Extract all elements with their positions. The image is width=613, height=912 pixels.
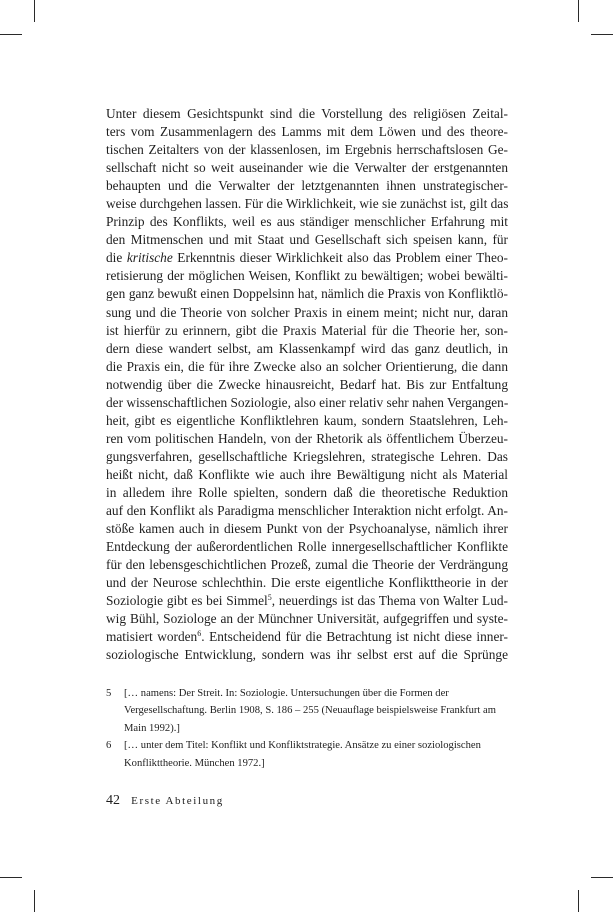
body-line: sung und die Theorie von solcher Praxis in einem meint; nicht nur, daran (106, 304, 508, 320)
footnote-text: [… unter dem Titel: Konflikt und Konfliktstrategie. Ansätze zu einer soziologischen Konflikttheorie. München 1972.] (124, 740, 481, 769)
body-line: gen ganz bewußt einen Doppelsinn hat, nämlich die Praxis von Konfliktlö- (106, 286, 508, 302)
body-line-segment: matisiert worden (106, 629, 198, 645)
body-line: und der Neurose schlechthin. Die erste eigentliche Konflikttheorie in der (106, 575, 508, 591)
body-line: tischen Zeitalters von der klassenlosen, im Ergebnis herrschaftslosen Ge- (106, 142, 508, 158)
emphasis: kritische (126, 250, 173, 266)
body-text (106, 105, 508, 664)
body-line: heit, gibt es eigentliche Konfliktlehren kaum, sondern Staatslehren, Leh- (106, 412, 508, 428)
body-line-segment: . Entscheidend für die Betrachtung ist nicht diese inner- (201, 629, 508, 645)
footnote (106, 737, 508, 772)
page-footer (106, 793, 224, 809)
crop-mark-top-left-h (0, 34, 22, 35)
footnote (106, 685, 508, 737)
footnote-number: 6 (106, 740, 112, 752)
body-line: notwendig über die Zwecke hinausreicht, Bedarf hat. Bis zur Entfaltung (106, 376, 508, 392)
body-line: heißt nicht, daß Konflikte wie auch ihre Bewältigung nicht als Material (106, 466, 508, 482)
body-line: retisierung der möglichen Weisen, Konflikt zu bewältigen; wobei bewälti- (106, 268, 508, 284)
body-line-segment: Soziologie gibt es bei Simmel (106, 593, 268, 609)
body-line: stöße kamen auch in diesem Punkt von der Psychoanalyse, nämlich ihrer (106, 521, 508, 537)
footnote-ref: 5 (267, 593, 272, 603)
body-line: Prinzip des Konflikts, weil es aus ständiger menschlicher Erfahrung mit (106, 214, 508, 230)
body-line (106, 592, 508, 610)
crop-mark-bottom-right (578, 890, 579, 912)
body-line: soziologische Entwicklung, sondern was ihr selbst erst auf die Sprünge (106, 647, 508, 663)
footnote-text: [… namens: Der Streit. In: Soziologie. Untersuchungen über die Formen der Vergesellschaftung. Berlin 1908, S. 186 – 255 (Neuauflage beispielsweise Frankfurt am Main 1992).] (124, 688, 496, 734)
crop-mark-bottom-right-h (591, 877, 613, 878)
body-line: für den lebensgeschichtlichen Prozeß, zumal die Theorie der Verdrängung (106, 557, 508, 573)
body-line: sellschaft nicht so weit auseinander wie die Verwalter der erstgenannten (106, 160, 508, 176)
body-line: ters vom Zusammenlagern des Lamms mit dem Löwen und des theore- (106, 124, 508, 140)
body-line: der wissenschaftlichen Soziologie, also einer relativ sehr nahen Vergangen- (106, 394, 509, 410)
body-line-segment: , neuerdings ist das Thema von Walter Lud- (271, 593, 508, 609)
body-line: Entdeckung der außerordentlichen Rolle innergesellschaftlicher Konflikte (106, 539, 508, 555)
body-line-segment: Erkenntnis dieser Wirklichkeit also das Problem einer Theo- (172, 250, 509, 266)
body-line: wig Bühl, Soziologe an der Münchner Universität, aufgegriffen und syste- (106, 611, 508, 627)
body-line (106, 628, 508, 646)
body-line: weise durchgehen lassen. Für die Wirklichkeit, wie sie zunächst ist, gilt das (106, 196, 509, 212)
body-line: ren vom politischen Handeln, von der Rhetorik als öffentlichem Überzeu- (106, 430, 508, 446)
crop-mark-top-left (34, 0, 35, 22)
footnotes (106, 685, 508, 772)
body-line: auf den Konflikt als Paradigma menschlicher Interaktion nicht erfolgt. An- (106, 503, 508, 519)
body-line: behaupten und die Verwalter der letztgenannten ihnen unstrategischer- (106, 178, 508, 194)
body-line: gungsverfahren, gesellschaftliche Kriegslehren, strategische Lehren. Das (106, 448, 508, 464)
page-number: 42 (106, 793, 120, 808)
body-line: den Mitmenschen und mit Staat und Gesellschaft sich speisen kann, für (106, 232, 508, 248)
crop-mark-top-right-h (591, 34, 613, 35)
body-line: die Praxis ein, die für ihre Zwecke also an solcher Orientierung, die dann (106, 358, 508, 374)
crop-mark-bottom-left (34, 890, 35, 912)
body-line: ist hierfür zu erinnern, gibt die Praxis Material für die Theorie her, son- (106, 322, 508, 338)
footnote-number: 5 (106, 688, 112, 699)
footnote-ref: 6 (197, 629, 202, 639)
body-line-segment: die (106, 250, 127, 266)
crop-mark-bottom-left-h (0, 877, 22, 878)
body-line: in alledem ihre Rolle spielten, sondern daß die theoretische Reduktion (106, 484, 508, 500)
body-line (106, 249, 508, 267)
body-line: dern diese wandert selbst, am Klassenkampf wird das ganz deutlich, in (106, 340, 508, 356)
crop-mark-top-right (578, 0, 579, 22)
body-line: Unter diesem Gesichtspunkt sind die Vorstellung des religiösen Zeital- (106, 106, 508, 121)
section-title: Erste Abteilung (131, 795, 224, 807)
